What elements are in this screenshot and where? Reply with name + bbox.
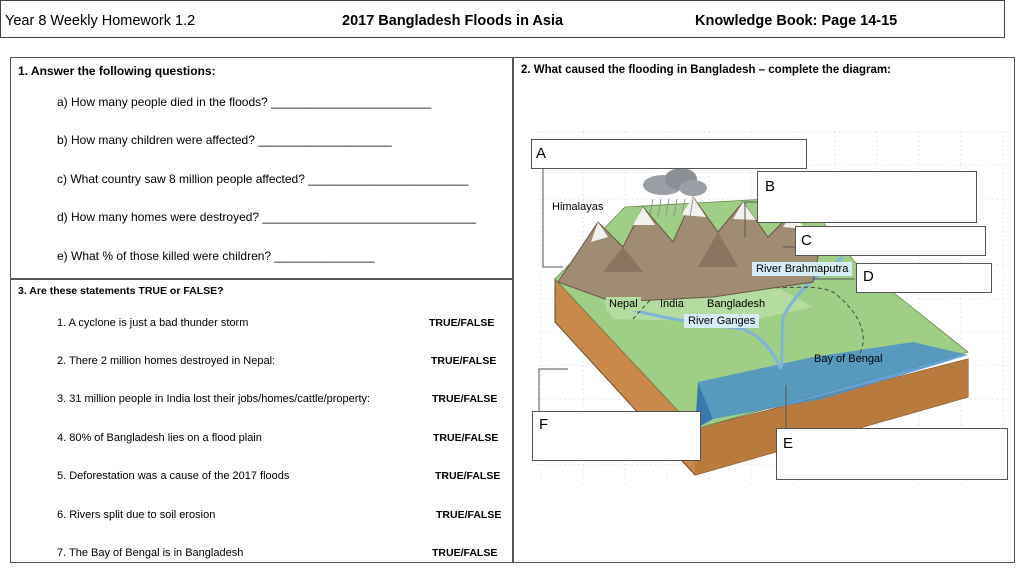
answer-box-a[interactable] [531, 139, 807, 169]
section2-title: 2. What caused the flooding in Bangladesh – complete the diagram: [521, 64, 891, 76]
true-false-4[interactable]: TRUE/FALSE [433, 432, 499, 444]
statement-4: 4. 80% of Bangladesh lies on a flood plain [57, 432, 262, 444]
question-c[interactable]: c) What country saw 8 million people affected? ________________________ [57, 172, 469, 186]
ganges-label: River Ganges [684, 314, 759, 328]
statement-1: 1. A cyclone is just a bad thunder storm [57, 317, 249, 329]
flood-diagram [513, 57, 1015, 563]
true-false-6[interactable]: TRUE/FALSE [436, 509, 502, 521]
statement-3: 3. 31 million people in India lost their jobs/homes/cattle/property: [57, 393, 371, 405]
answer-box-c[interactable] [795, 226, 986, 256]
homework-title: Year 8 Weekly Homework 1.2 [5, 13, 196, 29]
true-false-1[interactable]: TRUE/FALSE [429, 317, 495, 329]
box-e-letter: E [783, 435, 794, 452]
answer-box-d[interactable] [856, 263, 992, 293]
question-b[interactable]: b) How many children were affected? ____________________ [57, 133, 392, 147]
section1-title: 1. Answer the following questions: [18, 64, 216, 78]
section-questions [10, 57, 513, 279]
box-a-letter: A [536, 145, 547, 162]
box-f-letter: F [539, 416, 549, 433]
bangladesh-label: Bangladesh [707, 298, 766, 310]
himalayas-label: Himalayas [552, 201, 604, 213]
box-d-letter: D [863, 268, 874, 285]
statement-6: 6. Rivers split due to soil erosion [57, 509, 216, 521]
section-true-false [10, 279, 513, 563]
true-false-3[interactable]: TRUE/FALSE [432, 393, 498, 405]
knowledge-book-ref: Knowledge Book: Page 14-15 [695, 13, 898, 29]
box-b-letter: B [765, 178, 776, 195]
statement-2: 2. There 2 million homes destroyed in Nepal: [57, 355, 276, 367]
true-false-5[interactable]: TRUE/FALSE [435, 470, 501, 482]
question-a[interactable]: a) How many people died in the floods? ________________________ [57, 95, 432, 109]
header-bar [0, 0, 1005, 38]
true-false-7[interactable]: TRUE/FALSE [432, 547, 498, 559]
answer-box-f[interactable] [532, 411, 701, 461]
bay-of-bengal-label: Bay of Bengal [814, 353, 883, 365]
question-e[interactable]: e) What % of those killed were children? _______________ [57, 249, 375, 263]
statement-7: 7. The Bay of Bengal is in Bangladesh [57, 547, 244, 559]
statement-5: 5. Deforestation was a cause of the 2017 floods [57, 470, 290, 482]
true-false-2[interactable]: TRUE/FALSE [431, 355, 497, 367]
india-label: India [660, 298, 684, 310]
brahmaputra-label: River Brahmaputra [752, 262, 852, 276]
answer-box-e[interactable] [776, 428, 1008, 480]
page-title: 2017 Bangladesh Floods in Asia [342, 13, 564, 29]
answer-box-b[interactable] [757, 171, 977, 223]
nepal-label: Nepal [606, 297, 641, 311]
box-c-letter: C [801, 232, 812, 249]
section3-title: 3. Are these statements TRUE or FALSE? [18, 285, 224, 297]
question-d[interactable]: d) How many homes were destroyed? ________________________________ [57, 210, 476, 224]
